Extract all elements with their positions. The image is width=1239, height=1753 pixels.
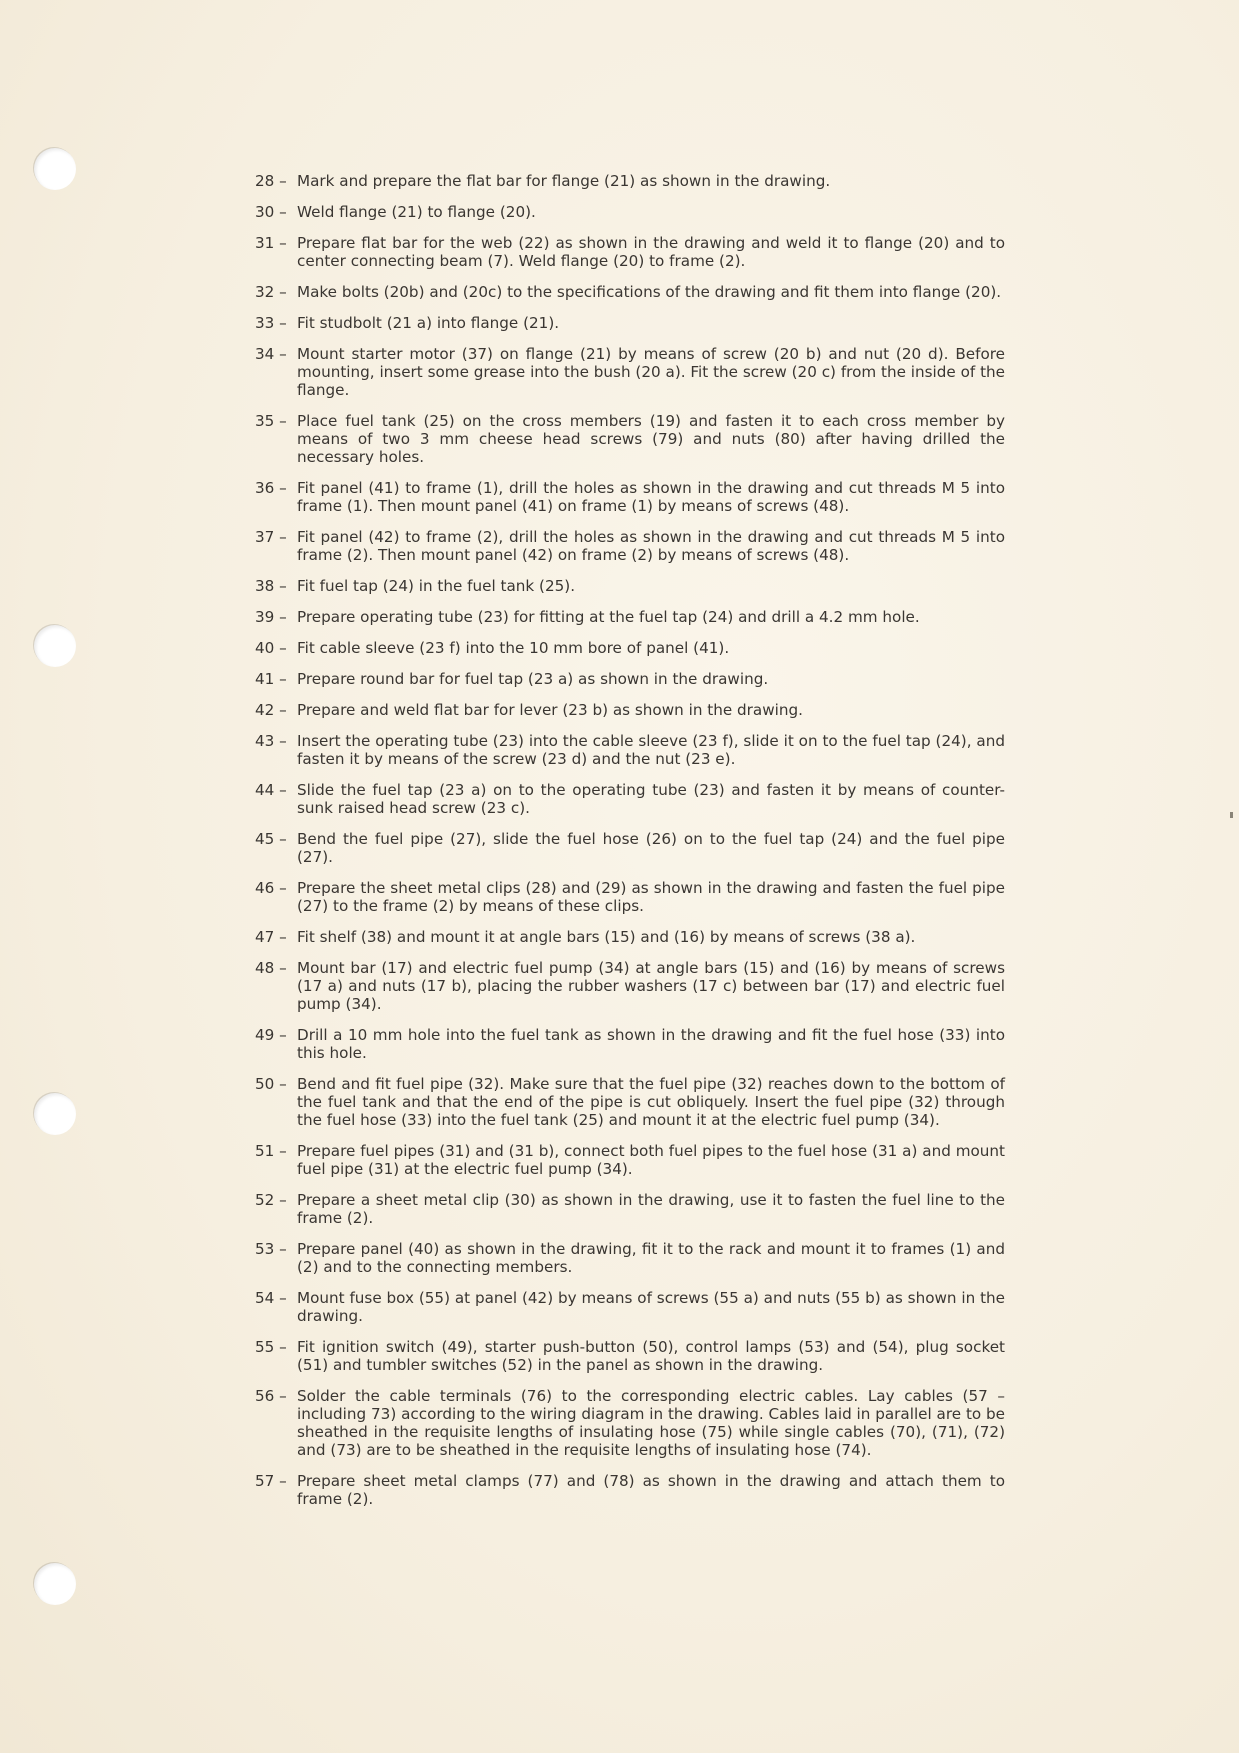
list-item bbox=[255, 1240, 1005, 1276]
step-number: 45 – bbox=[255, 830, 287, 848]
punch-hole-lower-middle bbox=[34, 1093, 76, 1135]
step-text: Mount starter motor (37) on flange (21) by means of screw (20 b) and nut (20 d). Before mounting, insert some grease into the bush (20 a). Fit the screw (20 c) from the inside of the flange. bbox=[297, 345, 1005, 399]
step-text: Mount bar (17) and electric fuel pump (34) at angle bars (15) and (16) by means of screws (17 a) and nuts (17 b), placing the rubber washers (17 c) between bar (17) and electric fuel pump (34). bbox=[297, 959, 1005, 1013]
step-number: 34 – bbox=[255, 345, 287, 363]
list-item bbox=[255, 234, 1005, 270]
step-text: Prepare round bar for fuel tap (23 a) as shown in the drawing. bbox=[297, 670, 769, 688]
list-item bbox=[255, 781, 1005, 817]
step-number: 55 – bbox=[255, 1338, 287, 1356]
step-text: Fit ignition switch (49), starter push-button (50), control lamps (53) and (54), plug socket (51) and tumbler switches (52) in the panel as shown in the drawing. bbox=[297, 1338, 1005, 1374]
list-item bbox=[255, 1142, 1005, 1178]
step-number: 49 – bbox=[255, 1026, 287, 1044]
step-number: 38 – bbox=[255, 577, 287, 595]
step-text: Fit shelf (38) and mount it at angle bars (15) and (16) by means of screws (38 a). bbox=[297, 928, 916, 946]
step-number: 32 – bbox=[255, 283, 287, 301]
step-number: 36 – bbox=[255, 479, 287, 497]
list-item bbox=[255, 732, 1005, 768]
step-number: 50 – bbox=[255, 1075, 287, 1093]
step-number: 35 – bbox=[255, 412, 287, 430]
step-text: Prepare and weld flat bar for lever (23 b) as shown in the drawing. bbox=[297, 701, 803, 719]
step-text: Prepare a sheet metal clip (30) as shown in the drawing, use it to fasten the fuel line to the frame (2). bbox=[297, 1191, 1005, 1227]
step-text: Drill a 10 mm hole into the fuel tank as shown in the drawing and fit the fuel hose (33) into this hole. bbox=[297, 1026, 1005, 1062]
list-item bbox=[255, 479, 1005, 515]
step-number: 30 – bbox=[255, 203, 287, 221]
list-item bbox=[255, 203, 1005, 221]
list-item bbox=[255, 879, 1005, 915]
edge-mark bbox=[1230, 812, 1233, 818]
step-text: Place fuel tank (25) on the cross members (19) and fasten it to each cross member by means of two 3 mm cheese head screws (79) and nuts (80) after having drilled the necessary holes. bbox=[297, 412, 1005, 466]
step-text: Mount fuse box (55) at panel (42) by means of screws (55 a) and nuts (55 b) as shown in the drawing. bbox=[297, 1289, 1005, 1325]
step-number: 46 – bbox=[255, 879, 287, 897]
list-item bbox=[255, 639, 1005, 657]
step-text: Fit cable sleeve (23 f) into the 10 mm bore of panel (41). bbox=[297, 639, 730, 657]
step-text: Mark and prepare the flat bar for flange (21) as shown in the drawing. bbox=[297, 172, 831, 190]
step-text: Weld flange (21) to flange (20). bbox=[297, 203, 536, 221]
step-text: Fit panel (42) to frame (2), drill the holes as shown in the drawing and cut threads M 5 into frame (2). Then mount panel (42) on frame (2) by means of screws (48). bbox=[297, 528, 1005, 564]
list-item bbox=[255, 1191, 1005, 1227]
step-text: Prepare panel (40) as shown in the drawing, fit it to the rack and mount it to frames (1) and (2) and to the connecting members. bbox=[297, 1240, 1005, 1276]
list-item bbox=[255, 959, 1005, 1013]
punch-hole-top bbox=[34, 148, 76, 190]
step-number: 54 – bbox=[255, 1289, 287, 1307]
step-number: 41 – bbox=[255, 670, 287, 688]
punch-hole-bottom bbox=[34, 1563, 76, 1605]
step-number: 51 – bbox=[255, 1142, 287, 1160]
step-number: 33 – bbox=[255, 314, 287, 332]
step-number: 53 – bbox=[255, 1240, 287, 1258]
list-item bbox=[255, 1472, 1005, 1508]
step-text: Bend and fit fuel pipe (32). Make sure that the fuel pipe (32) reaches down to the bottom of the fuel tank and that the end of the pipe is cut obliquely. Insert the fuel pipe (32) through the fuel hose (33) into the fuel tank (25) and mount it at the electric fuel pump (34). bbox=[297, 1075, 1005, 1129]
step-number: 31 – bbox=[255, 234, 287, 252]
step-text: Fit studbolt (21 a) into flange (21). bbox=[297, 314, 560, 332]
step-text: Slide the fuel tap (23 a) on to the operating tube (23) and fasten it by means of counter-sunk raised head screw (23 c). bbox=[297, 781, 1005, 817]
list-item bbox=[255, 1387, 1005, 1459]
step-text: Prepare operating tube (23) for fitting at the fuel tap (24) and drill a 4.2 mm hole. bbox=[297, 608, 920, 626]
list-item bbox=[255, 528, 1005, 564]
step-number: 42 – bbox=[255, 701, 287, 719]
list-item bbox=[255, 283, 1005, 301]
list-item bbox=[255, 830, 1005, 866]
list-item bbox=[255, 345, 1005, 399]
list-item bbox=[255, 1338, 1005, 1374]
step-number: 52 – bbox=[255, 1191, 287, 1209]
step-text: Prepare flat bar for the web (22) as shown in the drawing and weld it to flange (20) and to center connecting beam (7). Weld flange (20) to frame (2). bbox=[297, 234, 1005, 270]
step-text: Solder the cable terminals (76) to the corresponding electric cables. Lay cables (57 – including 73) according to the wiring diagram in the drawing. Cables laid in parallel are to be sheathed in the requisite lengths of insulating hose (75) while single cables (70), (71), (72) and (73) are to be sheathed in the requisite lengths of insulating hose (74). bbox=[297, 1387, 1006, 1459]
step-number: 28 – bbox=[255, 172, 287, 190]
step-number: 56 – bbox=[255, 1387, 287, 1405]
step-number: 47 – bbox=[255, 928, 287, 946]
list-item bbox=[255, 577, 1005, 595]
list-item bbox=[255, 1075, 1005, 1129]
list-item bbox=[255, 608, 1005, 626]
step-number: 43 – bbox=[255, 732, 287, 750]
step-number: 48 – bbox=[255, 959, 287, 977]
list-item bbox=[255, 670, 1005, 688]
list-item bbox=[255, 1026, 1005, 1062]
step-number: 44 – bbox=[255, 781, 287, 799]
list-item bbox=[255, 172, 1005, 190]
step-text: Prepare fuel pipes (31) and (31 b), connect both fuel pipes to the fuel hose (31 a) and mount fuel pipe (31) at the electric fuel pump (34). bbox=[297, 1142, 1005, 1178]
list-item bbox=[255, 412, 1005, 466]
step-text: Prepare sheet metal clamps (77) and (78) as shown in the drawing and attach them to frame (2). bbox=[297, 1472, 1005, 1508]
list-item bbox=[255, 701, 1005, 719]
list-item bbox=[255, 928, 1005, 946]
list-item bbox=[255, 1289, 1005, 1325]
list-item bbox=[255, 314, 1005, 332]
instruction-list bbox=[255, 172, 1005, 1508]
step-text: Bend the fuel pipe (27), slide the fuel hose (26) on to the fuel tap (24) and the fuel pipe (27). bbox=[297, 830, 1005, 866]
step-text: Insert the operating tube (23) into the cable sleeve (23 f), slide it on to the fuel tap (24), and fasten it by means of the screw (23 d) and the nut (23 e). bbox=[297, 732, 1005, 768]
step-number: 57 – bbox=[255, 1472, 287, 1490]
punch-hole-upper-middle bbox=[34, 625, 76, 667]
step-number: 40 – bbox=[255, 639, 287, 657]
step-text: Fit panel (41) to frame (1), drill the holes as shown in the drawing and cut threads M 5 into frame (1). Then mount panel (41) on frame (1) by means of screws (48). bbox=[297, 479, 1005, 515]
step-text: Make bolts (20b) and (20c) to the specifications of the drawing and fit them into flange (20). bbox=[297, 283, 1002, 301]
step-text: Fit fuel tap (24) in the fuel tank (25). bbox=[297, 577, 576, 595]
step-number: 37 – bbox=[255, 528, 287, 546]
step-number: 39 – bbox=[255, 608, 287, 626]
step-text: Prepare the sheet metal clips (28) and (29) as shown in the drawing and fasten the fuel pipe (27) to the frame (2) by means of these clips. bbox=[297, 879, 1005, 915]
